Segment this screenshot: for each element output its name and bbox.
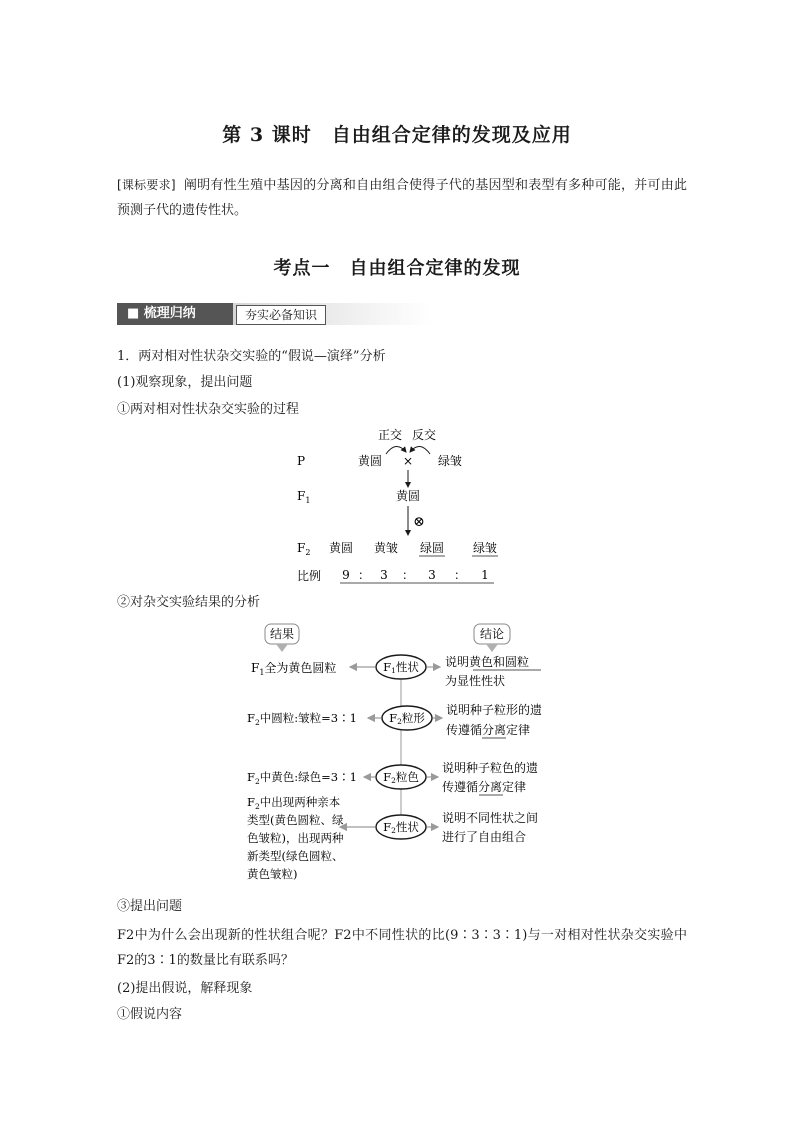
result-4-line-5: 黄色皱粒)	[247, 867, 298, 881]
conclusion-label: 结论	[479, 627, 505, 641]
conclusion-4-line-1: 说明不同性状之间	[442, 811, 539, 825]
label-ratio: 比例	[297, 569, 322, 583]
requirement-text: 阐明有性生殖中基因的分离和自由组合使得子代的基因型和表型有多种可能，并可由此预测子代的遗传性状。	[117, 178, 687, 218]
conclusion-1-line-2: 为显性性状	[445, 674, 506, 688]
banner-label: ■ 梳理归纳	[117, 303, 233, 325]
label-f2: $F_2$	[297, 541, 311, 557]
cross-sign: ×	[402, 454, 414, 468]
conclusion-3-line-2: 传遵循分离定律	[442, 780, 527, 794]
conclusion-2-line-2: 传遵循分离定律	[446, 723, 531, 737]
result-3: $F_2$中黄色:绿色=3∶1	[247, 770, 357, 786]
result-4-line-1: $F_2$中出现两种亲本	[247, 795, 341, 811]
conclusion-4-line-2: 进行了自由组合	[442, 830, 527, 844]
result-4-line-3: 色皱粒)，出现两种	[247, 831, 344, 845]
node-f2-seed-shape-label: F2粒形	[389, 711, 425, 726]
f2-class-1: 黄圆	[328, 541, 354, 555]
conclusion-3-line-1: 说明种子粒色的遗	[442, 761, 539, 775]
result-4-line-2: 类型(黄色圆粒、绿	[247, 813, 344, 827]
reverse-arc	[410, 446, 430, 454]
node-f1-traits-label: F1性状	[383, 660, 419, 675]
result-2: $F_2$中圆粒:皱粒=3∶1	[247, 711, 357, 727]
ratio-sep-1: ：	[357, 568, 371, 582]
requirement-tag: [课标要求]	[117, 178, 176, 192]
parent-1: 黄圆	[357, 454, 383, 468]
self-cross-sign: ⊗	[413, 514, 425, 530]
node-f2-traits-label: F2性状	[383, 820, 419, 835]
f2-class-3: 绿圆	[419, 541, 445, 555]
question-text: F2中为什么会出现新的性状组合呢？F2中不同性状的比(9∶3∶3∶1)与一对相对性状杂交实验中F2的3∶1的数量比有联系吗？	[117, 928, 687, 968]
f1-phenotype: 黄圆	[395, 489, 421, 503]
f2-class-2: 黄皱	[373, 541, 399, 555]
node-f2-seed-color-label: F2粒色	[383, 770, 419, 785]
sub-heading-2: (2)提出假说，解释现象	[117, 981, 253, 996]
section-title: 考点一 自由组合定律的发现	[273, 258, 521, 279]
reverse-cross-label: 反交	[411, 428, 437, 442]
label-p: P	[297, 454, 306, 468]
ratio-3: 3	[428, 568, 436, 582]
heading-1: 1．两对相对性状杂交实验的“假说—演绎”分析	[117, 349, 386, 364]
banner-sublabel: 夯实必备知识	[236, 305, 326, 325]
ratio-sep-2: ：	[401, 568, 415, 582]
item-3: ③提出问题	[117, 899, 183, 914]
ratio-1: 9	[342, 568, 350, 582]
result-4-line-4: 新类型(绿色圆粒、	[247, 849, 344, 863]
forward-cross-label: 正交	[377, 428, 403, 442]
ratio-4: 1	[481, 568, 489, 582]
sub-heading-1: (1)观察现象，提出问题	[117, 375, 253, 390]
parent-2: 绿皱	[437, 454, 463, 468]
conclusion-1-line-1: 说明黄色和圆粒	[445, 655, 530, 669]
ratio-sep-3: ：	[453, 568, 467, 582]
item-2: ②对杂交实验结果的分析	[117, 595, 261, 610]
conclusion-2-line-1: 说明种子粒形的遗	[446, 703, 543, 717]
result-label: 结果	[269, 627, 295, 641]
page-title: 第 3 课时 自由组合定律的发现及应用	[222, 124, 572, 146]
item-4: ①假说内容	[117, 1007, 183, 1022]
label-f1: $F_1$	[297, 489, 311, 505]
f2-class-4: 绿皱	[472, 541, 498, 555]
conclusion-label-pointer	[486, 644, 498, 652]
item-1: ①两对相对性状杂交实验的过程	[117, 402, 300, 417]
result-label-pointer	[276, 644, 288, 652]
ratio-2: 3	[380, 568, 388, 582]
forward-arc	[386, 446, 406, 454]
result-1: $F_1$全为黄色圆粒	[251, 661, 337, 677]
